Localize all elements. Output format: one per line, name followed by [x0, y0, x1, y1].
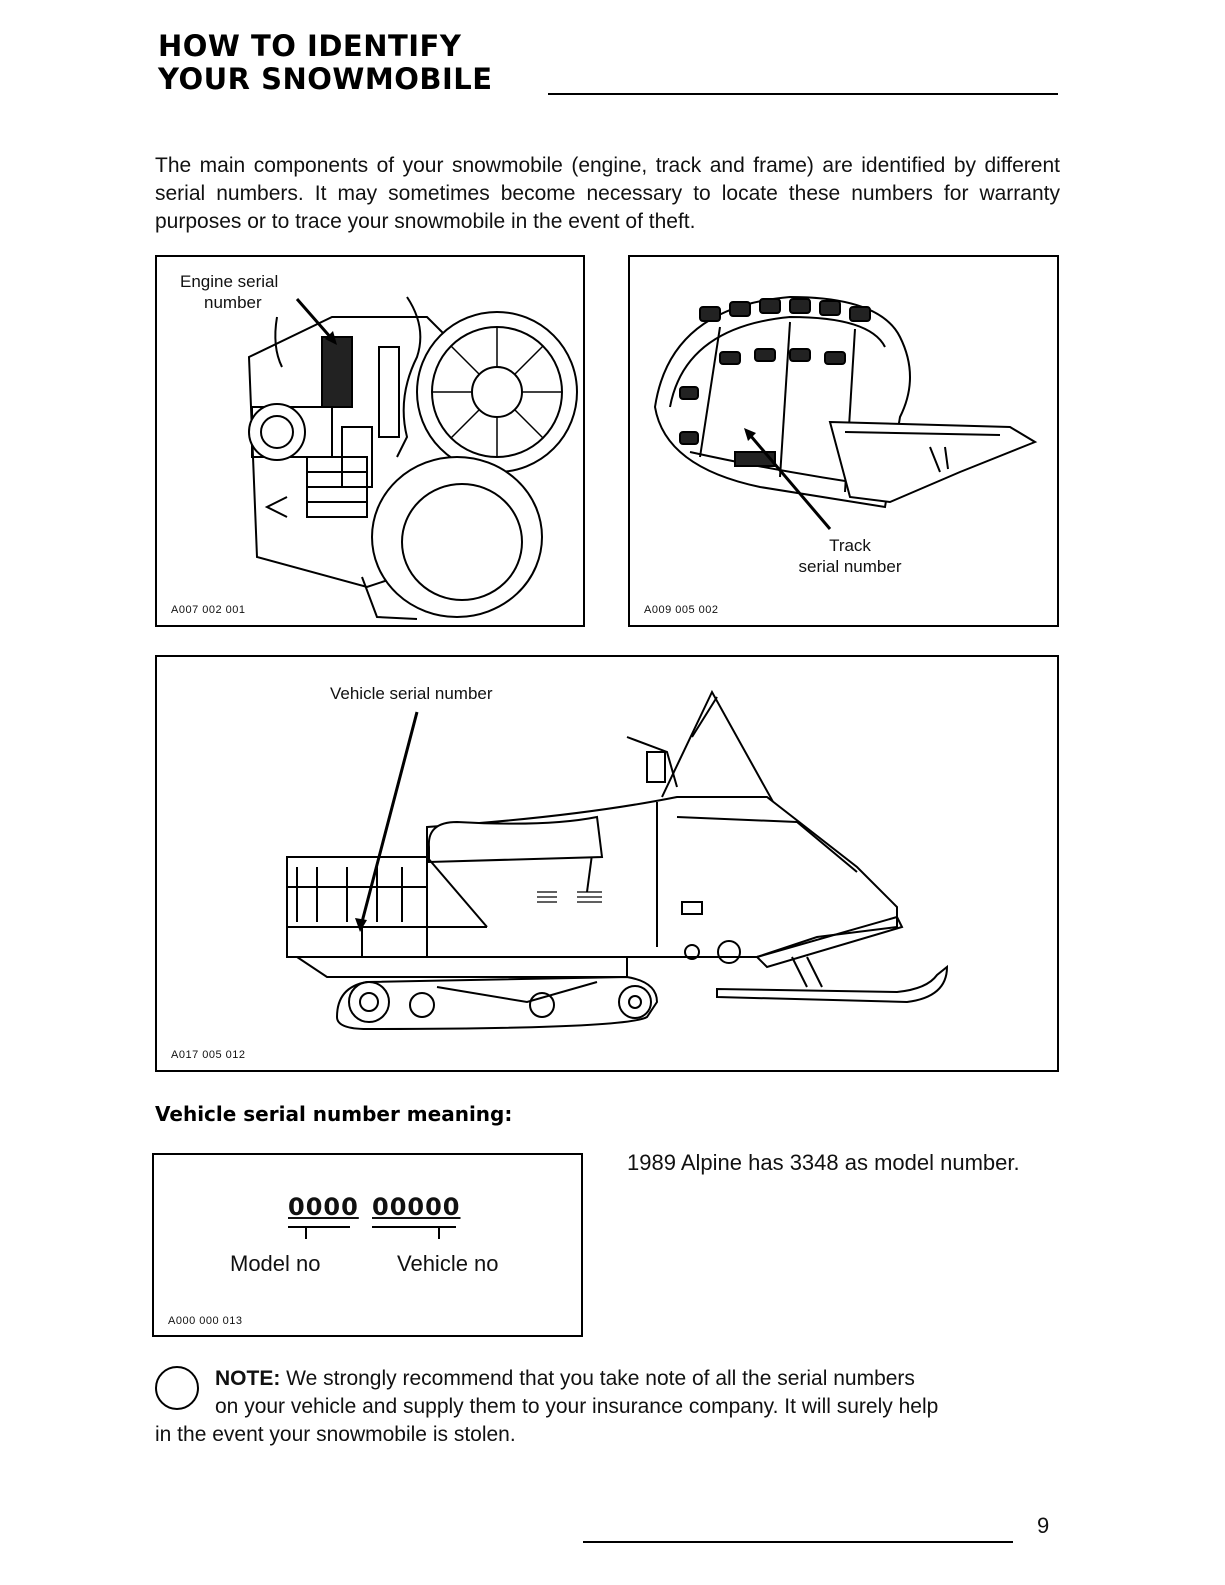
note-label: NOTE:	[215, 1367, 281, 1390]
serial-box-code: A000 000 013	[168, 1315, 243, 1327]
vehicle-figure-code: A017 005 012	[171, 1049, 246, 1061]
track-callout	[780, 535, 920, 577]
engine-callout-line-1: Engine serial	[180, 272, 279, 291]
vehicle-illustration	[157, 657, 1057, 1070]
serial-meaning-heading: Vehicle serial number meaning:	[155, 1102, 513, 1126]
note-line-1: We strongly recommend that you take note of all the serial numbers	[280, 1367, 915, 1390]
page-title	[158, 30, 493, 96]
note-line-3: in the event your snowmobile is stolen.	[155, 1423, 516, 1446]
title-line-2: YOUR SNOWMOBILE	[158, 62, 493, 96]
track-callout-line-1: Track	[829, 536, 871, 555]
page-number: 9	[1037, 1513, 1050, 1538]
engine-figure-code: A007 002 001	[171, 604, 246, 616]
model-label: Model no	[230, 1251, 321, 1276]
note-line-2: on your vehicle and supply them to your insurance company. It will surely help	[215, 1395, 939, 1418]
footer-rule	[583, 1541, 1013, 1543]
vehicle-callout: Vehicle serial number	[330, 684, 493, 703]
vehicle-digits: 00000	[372, 1193, 461, 1221]
engine-figure	[155, 255, 585, 627]
track-callout-line-2: serial number	[798, 557, 902, 576]
note-paragraph	[155, 1365, 1055, 1449]
title-rule	[548, 93, 1058, 95]
intro-paragraph: The main components of your snowmobile (engine, track and frame) are identified by different serial numbers. It may sometimes become necessary to locate these numbers for warranty purposes or to trace your snowmobile in the event of theft.	[155, 154, 1060, 233]
track-figure	[628, 255, 1059, 627]
serial-brackets	[154, 1155, 581, 1335]
engine-callout-line-2: number	[204, 293, 262, 312]
title-line-1: HOW TO IDENTIFY	[158, 29, 462, 63]
model-number-note: 1989 Alpine has 3348 as model number.	[627, 1150, 1020, 1175]
vehicle-figure	[155, 655, 1059, 1072]
engine-callout	[180, 271, 278, 313]
vehicle-label: Vehicle no	[397, 1251, 499, 1276]
serial-meaning-box	[152, 1153, 583, 1337]
model-digits: 0000	[288, 1193, 359, 1221]
track-figure-code: A009 005 002	[644, 604, 719, 616]
